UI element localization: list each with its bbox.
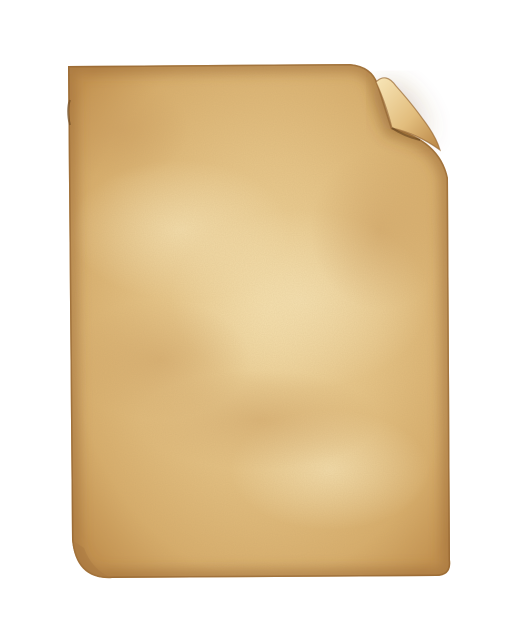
parchment-sheet [50, 60, 460, 590]
